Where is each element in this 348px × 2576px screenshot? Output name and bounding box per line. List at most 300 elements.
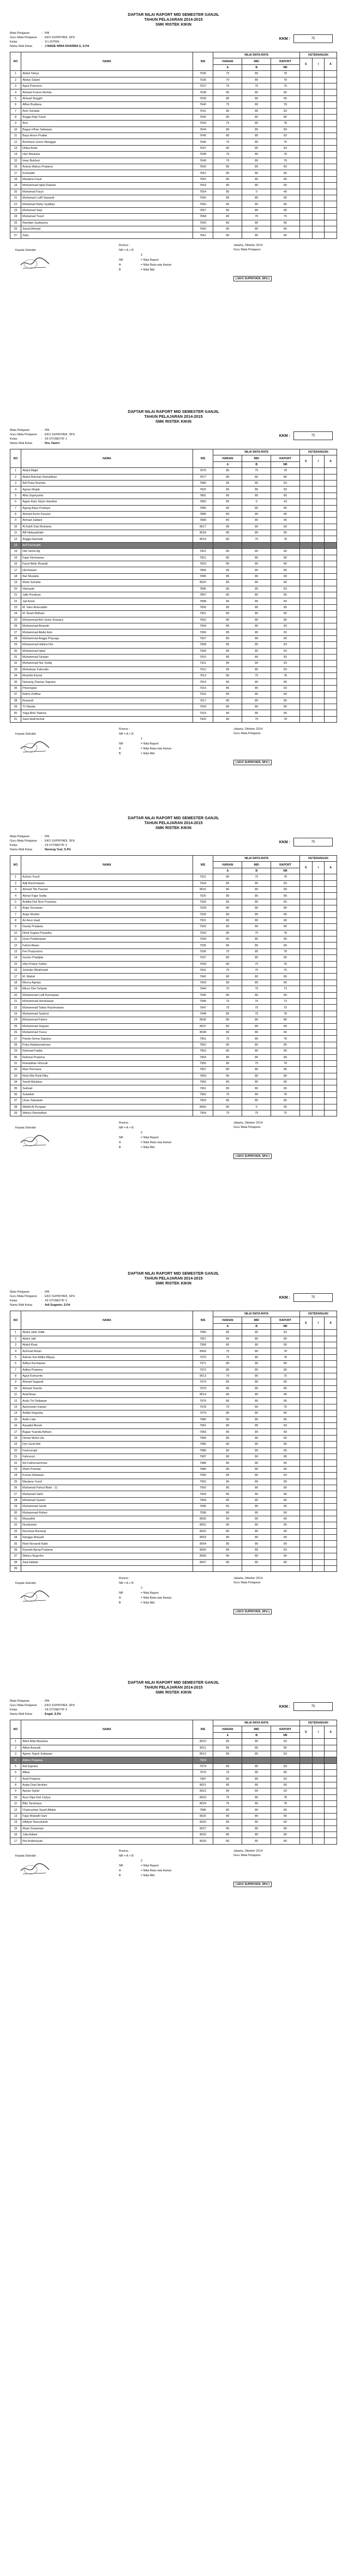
table-cell-empty: [325, 1794, 337, 1800]
table-cell-empty: [312, 617, 325, 623]
table-cell: 8033: [193, 1838, 213, 1844]
table-cell: 85: [242, 1423, 271, 1429]
header-nis: NIS: [193, 856, 213, 874]
table-cell: Abdul Jafar Sidik: [21, 1330, 193, 1336]
table-cell-empty: [299, 692, 312, 698]
table-cell: 80: [242, 980, 271, 986]
table-cell-empty: [312, 201, 325, 207]
table-cell: 78: [271, 468, 300, 474]
table-cell-empty: [312, 1398, 325, 1404]
table-cell: 80: [242, 1342, 271, 1348]
table-cell: 80: [213, 561, 242, 567]
table-cell-empty: [312, 955, 325, 961]
table-cell-empty: [299, 580, 312, 586]
table-cell: 80: [242, 220, 271, 226]
table-cell: 37: [10, 692, 21, 698]
table-cell: 8: [10, 511, 21, 517]
table-cell-empty: [312, 152, 325, 158]
table-cell: Abdul Rokman Ramadhan: [21, 474, 193, 480]
table-cell: 80: [213, 598, 242, 604]
table-cell: 75: [213, 1801, 242, 1807]
table-cell: 37: [10, 1098, 21, 1104]
table-cell: [271, 542, 300, 548]
table-cell-empty: [299, 1330, 312, 1336]
table-cell: 78: [271, 102, 300, 108]
table-cell-empty: [312, 511, 325, 517]
table-cell: Dimas Muha Uts: [21, 1435, 193, 1441]
table-cell: Maulana Fauzi: [21, 176, 193, 182]
table-cell: 7929: [193, 911, 213, 917]
table-cell-empty: [325, 1392, 337, 1398]
table-cell: 80: [242, 1042, 271, 1048]
table-cell: 80: [271, 1510, 300, 1516]
meta-label: Guru Mata Pelajaran: [10, 1704, 37, 1707]
table-cell: 80: [242, 1354, 271, 1360]
table-row: [10, 1017, 337, 1023]
table-row: [10, 955, 337, 961]
table-cell: 75: [242, 968, 271, 974]
table-cell: M. Glen Aminuddin: [21, 604, 193, 610]
table-cell: Muhammad Arif Junior Kiswara: [21, 617, 193, 623]
table-cell-empty: [299, 1497, 312, 1503]
table-cell: 80: [213, 586, 242, 592]
table-cell: 80: [271, 1820, 300, 1826]
table-cell: 80: [242, 685, 271, 691]
table-cell: 75: [242, 930, 271, 936]
table-cell: 85: [213, 524, 242, 530]
table-cell: 80: [213, 1398, 242, 1404]
table-cell-empty: [312, 1763, 325, 1769]
table-cell-empty: [312, 1770, 325, 1776]
table-cell: 80: [242, 1073, 271, 1079]
table-cell: 8021: [193, 1782, 213, 1788]
table-cell: 80: [213, 1067, 242, 1073]
table-cell: 80: [242, 195, 271, 201]
table-cell: [271, 1757, 300, 1763]
table-cell-empty: [312, 71, 325, 77]
formula-block: [119, 727, 171, 756]
table-cell: Bernhard Junior Wanggai: [21, 139, 193, 145]
table-cell: 83: [271, 573, 300, 579]
table-cell-empty: [325, 524, 337, 530]
grade-sheet: [10, 815, 337, 1166]
table-cell: 80: [271, 567, 300, 573]
table-cell: Dandy Pradana: [21, 924, 193, 930]
table-cell-empty: [325, 716, 337, 722]
table-cell-empty: [325, 158, 337, 164]
header-mid: MID: [242, 862, 271, 868]
table-cell: 35: [10, 1085, 21, 1091]
table-cell: Andi Anan: [21, 1392, 193, 1398]
table-cell: 80: [242, 89, 271, 95]
table-cell-empty: [312, 968, 325, 974]
table-cell: Abdul Yahya: [21, 71, 193, 77]
meta-row-homeroom: [10, 1712, 337, 1716]
table-cell: 80: [271, 1023, 300, 1029]
table-cell: 80: [242, 201, 271, 207]
table-row: [10, 1079, 337, 1085]
header-a: A: [325, 862, 337, 874]
table-cell-empty: [325, 108, 337, 114]
table-cell-empty: [299, 511, 312, 517]
table-cell: 80: [213, 1379, 242, 1385]
table-cell-empty: [299, 549, 312, 555]
formula-label: Rumus :: [119, 1121, 130, 1125]
table-cell: 80: [213, 1528, 242, 1534]
meta-value: Engal, S.Pd: [45, 1713, 61, 1716]
table-cell: 80: [213, 698, 242, 704]
table-cell: 85: [213, 487, 242, 493]
sheet-title: DAFTAR NILAI RAPORT MID SEMESTER GANJIL: [128, 12, 219, 17]
table-cell: 11: [10, 936, 21, 942]
sheet-meta: [10, 1290, 337, 1307]
table-cell: 7945: [193, 992, 213, 998]
table-cell: 80: [213, 220, 242, 226]
table-cell: 40: [10, 710, 21, 716]
table-cell: 7647: [193, 145, 213, 151]
table-cell-empty: [299, 1104, 312, 1110]
table-cell: 85: [213, 1330, 242, 1336]
table-row: [10, 1535, 337, 1541]
table-cell: 85: [242, 586, 271, 592]
table-cell-empty: [325, 83, 337, 89]
table-cell: 8025: [193, 1813, 213, 1819]
table-cell: 80: [271, 226, 300, 232]
table-cell-empty: [299, 1067, 312, 1073]
sheet-title: DAFTAR NILAI RAPORT MID SEMESTER GANJIL: [128, 815, 219, 820]
table-cell: 7654: [193, 189, 213, 195]
table-cell: Ardika Nugraha: [21, 1410, 193, 1416]
table-cell: 80: [271, 698, 300, 704]
place-date: [233, 727, 262, 736]
table-cell: 35: [10, 679, 21, 685]
meta-label: Guru Mata Pelajaran: [10, 433, 37, 436]
table-cell-empty: [325, 1098, 337, 1104]
table-cell: 80: [271, 580, 300, 586]
table-cell: 80: [242, 1367, 271, 1373]
header-a: A: [325, 455, 337, 468]
table-cell: Chaimurhan Syarif Alfalizi: [21, 1807, 193, 1813]
table-cell: Ryandri Ajeng Pratama: [21, 1547, 193, 1553]
table-row: [10, 1104, 337, 1110]
table-cell: 7897: [193, 592, 213, 598]
meta-value: Adi Suganto, S.Pd: [45, 1304, 70, 1307]
table-cell: 36: [10, 685, 21, 691]
table-cell-empty: [299, 1448, 312, 1454]
table-cell: 80: [213, 679, 242, 685]
table-cell: 78: [271, 1091, 300, 1097]
table-cell: 85: [242, 108, 271, 114]
table-cell-empty: [312, 1813, 325, 1819]
header-no: NO: [10, 1311, 21, 1330]
table-cell: 12: [10, 536, 21, 542]
table-cell: 85: [213, 648, 242, 654]
table-cell-empty: [325, 580, 337, 586]
table-cell: 80: [271, 1079, 300, 1085]
table-cell-empty: [325, 1023, 337, 1029]
table-cell-empty: [299, 710, 312, 716]
meta-label: Mata Pelajaran: [10, 32, 30, 35]
header-i: I: [312, 58, 325, 71]
meta-value: XII OTOMOTIF 2: [45, 844, 67, 847]
kkm-label: KKM :: [279, 1295, 290, 1300]
table-row: [10, 1491, 337, 1497]
table-cell: 7637: [193, 83, 213, 89]
table-row: [10, 1745, 337, 1751]
table-cell-empty: [299, 716, 312, 722]
table-cell: 80: [242, 114, 271, 120]
table-cell: Ahmad Singgih: [21, 95, 193, 101]
table-cell: 80: [271, 1813, 300, 1819]
table-cell: 80: [271, 220, 300, 226]
table-cell: 13: [10, 145, 21, 151]
table-cell: 7915: [193, 685, 213, 691]
table-cell-empty: [325, 648, 337, 654]
table-cell: 80: [271, 1416, 300, 1422]
meta-value: IPA: [45, 835, 50, 838]
sheet-meta: [10, 428, 337, 446]
table-cell: 83: [271, 1751, 300, 1757]
table-cell: 80: [242, 573, 271, 579]
table-cell: 8: [10, 1373, 21, 1379]
table-cell: 80: [242, 617, 271, 623]
table-row: [10, 648, 337, 654]
table-cell: Muhammad Angga Prayoga: [21, 635, 193, 641]
table-cell-empty: [325, 598, 337, 604]
table-cell-empty: [312, 102, 325, 108]
grade-sheet: [10, 12, 337, 288]
table-cell-empty: [325, 1763, 337, 1769]
table-row: [10, 704, 337, 710]
table-cell: 70: [213, 986, 242, 992]
table-cell-empty: [325, 911, 337, 917]
table-cell-empty: [299, 152, 312, 158]
table-cell: 7961: [193, 1085, 213, 1091]
teacher-role: Guru Mata Pelajaran: [233, 1581, 261, 1585]
table-cell-empty: [325, 1776, 337, 1782]
legend-value: = Nilai Rata-rata Harian: [141, 1141, 172, 1145]
table-cell-empty: [325, 992, 337, 998]
table-cell-empty: [299, 1054, 312, 1060]
table-cell: 80: [213, 170, 242, 176]
signature-stamp-icon: [19, 739, 51, 755]
table-cell: 80: [271, 1479, 300, 1485]
table-cell-empty: [312, 1832, 325, 1838]
table-cell: Fajar Hermawan: [21, 555, 193, 561]
table-cell: 80: [271, 1807, 300, 1813]
table-row: [10, 1770, 337, 1776]
table-cell-empty: [312, 936, 325, 942]
table-cell-empty: [299, 89, 312, 95]
table-cell-empty: [325, 77, 337, 83]
table-cell-empty: [325, 1404, 337, 1410]
table-cell: 7991: [193, 1479, 213, 1485]
table-cell: 7993: [193, 1491, 213, 1497]
table-cell: Hari Maulana: [21, 152, 193, 158]
header-i: I: [312, 1726, 325, 1739]
table-cell-empty: [299, 886, 312, 892]
table-cell: 7652: [193, 176, 213, 182]
header-ket: KETERANGAN: [299, 449, 337, 455]
table-cell: 85: [213, 1745, 242, 1751]
table-cell: 70: [242, 214, 271, 220]
table-cell-empty: [312, 1098, 325, 1104]
table-cell: 80: [242, 692, 271, 698]
table-row: [10, 974, 337, 980]
table-cell-empty: [299, 1541, 312, 1547]
table-cell: 80: [271, 1098, 300, 1104]
table-cell-empty: [312, 1385, 325, 1391]
table-row: [10, 505, 337, 511]
table-cell: Ariana Wahyu Pratama: [21, 164, 193, 170]
table-cell: 80: [242, 1036, 271, 1042]
table-cell: 7990: [193, 1473, 213, 1479]
table-cell: 8005: [193, 1547, 213, 1553]
table-cell: Agnes Teguh Setiawan: [21, 1751, 193, 1757]
table-cell-empty: [312, 573, 325, 579]
table-cell-empty: [325, 139, 337, 145]
table-cell: 83: [271, 586, 300, 592]
table-cell: 80: [213, 1460, 242, 1466]
table-cell: 80: [242, 102, 271, 108]
table-cell: 7981: [193, 1423, 213, 1429]
table-cell-empty: [312, 974, 325, 980]
sheet-title: SMK RISTEK KIKIN: [155, 1690, 191, 1695]
table-cell: 4: [10, 89, 21, 95]
formula-nr: NR: [119, 1582, 123, 1586]
table-cell-empty: [312, 1807, 325, 1813]
table-cell: 15: [10, 158, 21, 164]
teacher-name: ( EKO SUPRIYADI, SPd ): [233, 276, 272, 281]
table-cell: 78: [271, 71, 300, 77]
table-cell: 7907: [193, 635, 213, 641]
table-cell: Alfian Budiana: [21, 102, 193, 108]
table-cell-empty: [325, 1091, 337, 1097]
table-row: [10, 1348, 337, 1354]
table-cell-empty: [325, 145, 337, 151]
signature-stamp-icon: [19, 1133, 51, 1149]
table-cell: 80: [213, 201, 242, 207]
table-row: [10, 121, 337, 127]
table-cell: Rangga Mulyadi: [21, 1535, 193, 1541]
table-cell: Muhammad Tafaul Rachmawan: [21, 1005, 193, 1011]
table-cell-empty: [325, 170, 337, 176]
table-cell: Ari Arun Hadi: [21, 917, 193, 923]
table-cell: Agus Pramono: [21, 83, 193, 89]
table-cell: 80: [213, 108, 242, 114]
table-cell-empty: [299, 1098, 312, 1104]
meta-separator: :: [41, 1713, 43, 1716]
table-cell-empty: [299, 942, 312, 948]
table-cell-empty: [325, 189, 337, 195]
table-cell: Aditya Pratama: [21, 1367, 193, 1373]
table-cell: Abdul Jalil: [21, 1336, 193, 1342]
table-cell-empty: [312, 1547, 325, 1553]
table-cell-empty: [299, 189, 312, 195]
table-cell: 16: [10, 561, 21, 567]
table-cell-empty: [312, 1005, 325, 1011]
table-cell-empty: [299, 1442, 312, 1448]
header-name: NAMA: [21, 449, 193, 468]
table-cell-empty: [325, 555, 337, 561]
table-cell-empty: [299, 493, 312, 499]
table-cell: 7904: [193, 623, 213, 629]
table-cell: 7943: [193, 980, 213, 986]
table-cell: [213, 1566, 242, 1572]
table-cell: 3: [10, 480, 21, 486]
table-cell: 7967: [193, 1336, 213, 1342]
table-row: [10, 1838, 337, 1844]
table-cell: 18: [10, 176, 21, 182]
table-cell-empty: [299, 536, 312, 542]
meta-separator: :: [41, 844, 43, 847]
table-cell-empty: [312, 698, 325, 704]
teacher-name: ( EKO SUPRIYADI, SPd ): [233, 1154, 272, 1159]
table-cell-empty: [299, 1042, 312, 1048]
table-cell-empty: [299, 1085, 312, 1091]
meta-value: EKO SUPRIYADI, SPd: [45, 36, 75, 39]
table-cell: 78: [271, 1794, 300, 1800]
table-cell: Rizki Novandi Kaliti: [21, 1541, 193, 1547]
table-cell-empty: [312, 1782, 325, 1788]
table-row: [10, 992, 337, 998]
table-cell: 31: [10, 654, 21, 660]
table-cell: 7909: [193, 648, 213, 654]
header-sub_nr: NR: [271, 1732, 300, 1738]
table-row: [10, 660, 337, 666]
header-ket: KETERANGAN: [299, 1311, 337, 1317]
formula-label: Rumus :: [119, 728, 130, 731]
table-row: [10, 905, 337, 911]
table-row: [10, 561, 337, 567]
table-cell-empty: [312, 986, 325, 992]
table-cell-empty: [299, 1048, 312, 1054]
table-cell: 80: [271, 1485, 300, 1491]
table-cell: 80: [213, 1392, 242, 1398]
table-cell: 7966: [193, 1330, 213, 1336]
table-cell: 80: [242, 1029, 271, 1035]
table-cell: Agung Bayu Purbaya: [21, 505, 193, 511]
table-cell: 7: [10, 1367, 21, 1373]
table-cell: 7: [10, 505, 21, 511]
table-cell-empty: [325, 629, 337, 635]
table-cell: 1: [10, 468, 21, 474]
table-cell-empty: [325, 1547, 337, 1553]
table-cell: 83: [271, 654, 300, 660]
table-cell-empty: [299, 176, 312, 182]
sheet-title: DAFTAR NILAI RAPORT MID SEMESTER GANJIL: [128, 409, 219, 414]
table-cell-empty: [299, 1454, 312, 1460]
table-row: [10, 207, 337, 213]
table-cell: 80: [271, 1073, 300, 1079]
table-cell: 80: [271, 611, 300, 617]
table-cell: 83: [271, 1763, 300, 1769]
table-cell: 7947: [193, 1005, 213, 1011]
table-cell: 19: [10, 1442, 21, 1448]
table-cell: 17: [10, 1838, 21, 1844]
table-cell-empty: [325, 1410, 337, 1416]
table-cell-empty: [299, 95, 312, 101]
table-cell: 30: [10, 1054, 21, 1060]
table-cell-empty: [299, 487, 312, 493]
table-cell-empty: [325, 549, 337, 555]
table-cell-empty: [299, 1410, 312, 1416]
table-cell: 80: [242, 1807, 271, 1813]
table-cell: 80: [213, 1429, 242, 1435]
meta-row-homeroom: [10, 44, 337, 49]
table-cell-empty: [325, 955, 337, 961]
legend-value: = Nilai Raport: [141, 258, 159, 262]
